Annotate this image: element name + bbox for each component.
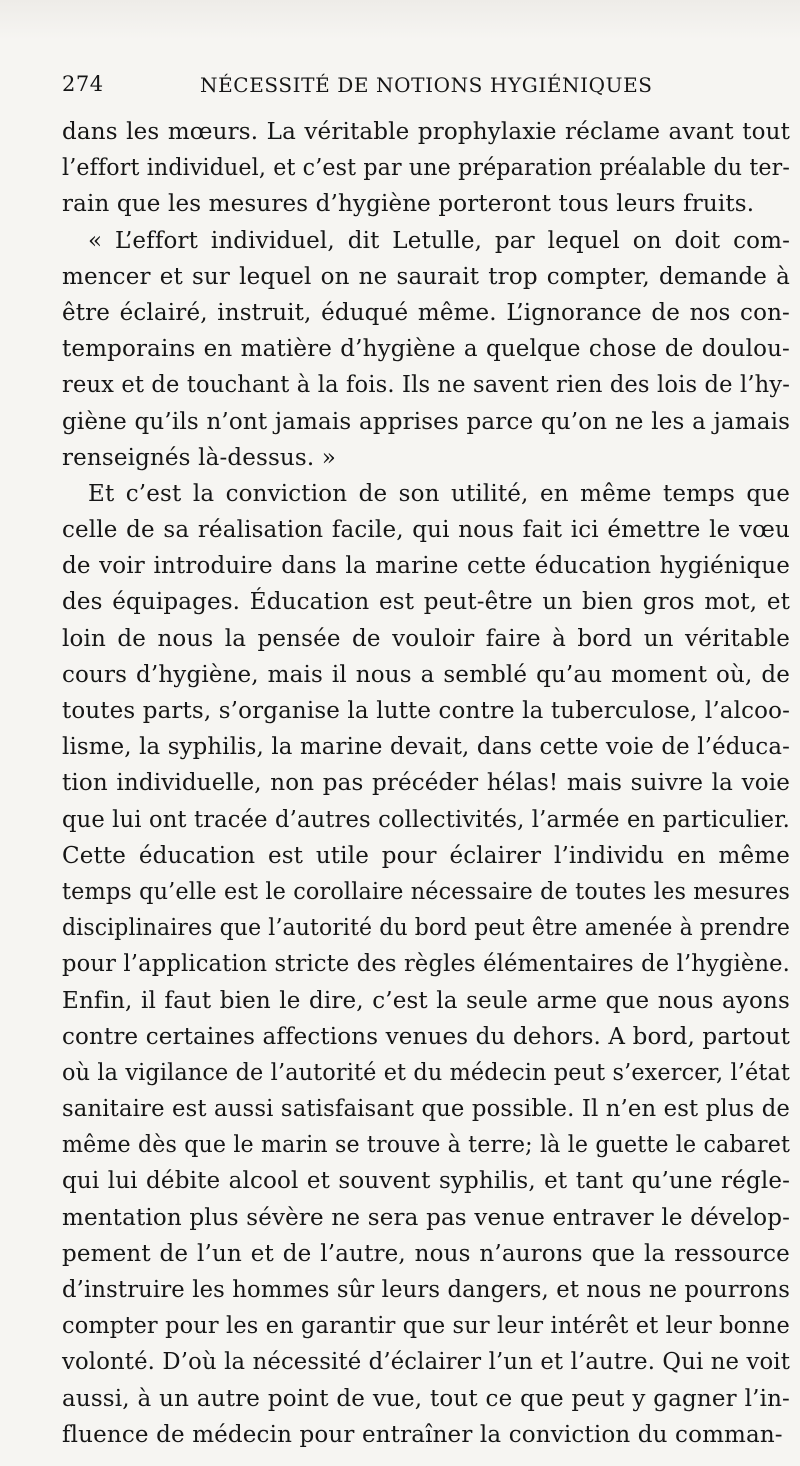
text-line: des équipages. Éducation est peut-être un bien gros mot, et	[62, 589, 790, 616]
page-number: 274	[62, 72, 104, 96]
text-line: temporains en matière d’hygiène a quelque chose de doulou-	[62, 336, 790, 363]
text-line: sanitaire est aussi satisfaisant que possible. Il n’en est plus de	[62, 1096, 790, 1123]
text-line: loin de nous la pensée de vouloir faire à bord un véritable	[62, 625, 791, 652]
text-line: giène qu’ils n’ont jamais apprises parce qu’on ne les a jamais	[62, 408, 791, 435]
text-line: disciplinaires que l’autorité du bord peut être amenée à prendre	[62, 915, 791, 942]
text-line: reux et de touchant à la fois. Ils ne savent rien des lois de l’hy-	[62, 372, 791, 399]
text-line: compter pour les en garantir que sur leur intérêt et leur bonne	[62, 1313, 790, 1340]
text-line: dans les mœurs. La véritable prophylaxie réclame avant tout	[62, 119, 790, 145]
text-line: celle de sa réalisation facile, qui nous fait ici émettre le vœu	[62, 517, 790, 544]
text-line: volonté. D’où la nécessité d’éclairer l’un et l’autre. Qui ne voit	[62, 1349, 790, 1376]
running-title: NÉCESSITÉ DE NOTIONS HYGIÉNIQUES	[200, 73, 653, 97]
text-line: aussi, à un autre point de vue, tout ce que peut y gagner l’in-	[62, 1385, 790, 1412]
text-line: pour l’application stricte des règles élémentaires de l’hygiène.	[62, 951, 791, 978]
body-text	[62, 114, 798, 1453]
text-line: Cette éducation est utile pour éclairer l’individu en même	[62, 842, 790, 869]
text-line: l’effort individuel, et c’est par une préparation préalable du ter-	[62, 155, 790, 182]
text-line: où la vigilance de l’autorité et du médecin peut s’exercer, l’état	[62, 1059, 791, 1086]
scan-margin-top	[0, 0, 800, 40]
text-line: lisme, la syphilis, la marine devait, dans cette voie de l’éduca-	[62, 734, 791, 761]
text-line: qui lui débite alcool et souvent syphilis, et tant qu’une régle-	[62, 1168, 791, 1195]
text-line: même dès que le marin se trouve à terre; là le guette le cabaret	[62, 1132, 791, 1159]
text-line: cours d’hygiène, mais il nous a semblé qu’au moment où, de	[62, 661, 791, 688]
text-line: pement de l’un et de l’autre, nous n’aurons que la ressource	[62, 1240, 790, 1267]
text-line: renseignés là-dessus. »	[62, 444, 336, 471]
text-line: tion individuelle, non pas précéder hélas! mais suivre la voie	[62, 770, 790, 797]
text-line: « L’effort individuel, dit Letulle, par lequel on doit com-	[88, 227, 791, 254]
text-line: rain que les mesures d’hygiène porteront tous leurs fruits.	[62, 191, 755, 218]
text-line: contre certaines affections venues du dehors. A bord, partout	[62, 1023, 790, 1050]
text-line: mentation plus sévère ne sera pas venue entraver le dévelop-	[62, 1204, 791, 1231]
text-line: de voir introduire dans la marine cette éducation hygiénique	[62, 553, 790, 580]
text-line: toutes parts, s’organise la lutte contre la tuberculose, l’alcoo-	[62, 698, 790, 724]
text-line: Et c’est la conviction de son utilité, en même temps que	[88, 480, 790, 507]
text-line: être éclairé, instruit, éduqué même. L’ignorance de nos con-	[62, 299, 790, 326]
text-line: d’instruire les hommes sûr leurs dangers, et nous ne pourrons	[62, 1277, 791, 1303]
text-line: temps qu’elle est le corollaire nécessaire de toutes les mesures	[62, 878, 790, 905]
text-line: mencer et sur lequel on ne saurait trop compter, demande à	[62, 263, 791, 290]
text-line: que lui ont tracée d’autres collectivités, l’armée en particulier.	[62, 806, 790, 833]
text-line: fluence de médecin pour entraîner la conviction du comman-	[62, 1421, 783, 1448]
text-line: Enfin, il faut bien le dire, c’est la seule arme que nous ayons	[62, 987, 790, 1014]
page-header	[62, 72, 762, 102]
